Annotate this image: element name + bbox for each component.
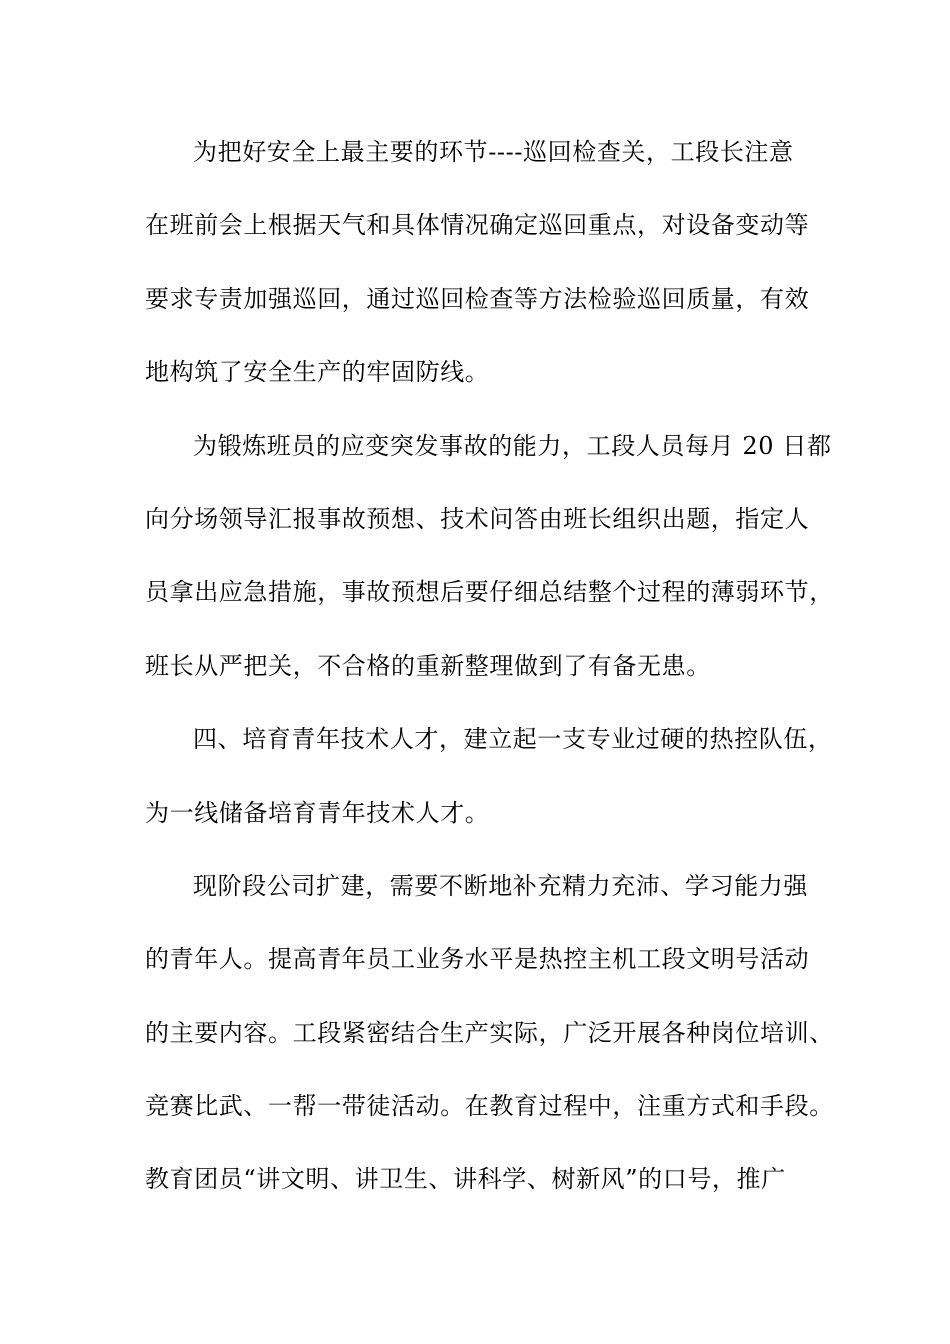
paragraph-line: 为把好安全上最主要的环节----巡回检查关，工段长注意	[193, 138, 794, 166]
paragraph-4	[145, 860, 845, 1227]
paragraph-line: 教育团员“讲文明、讲卫生、讲科学、树新风”的口号，推广	[145, 1165, 786, 1194]
paragraph-1	[145, 126, 845, 420]
paragraph-line: 向分场领导汇报事故预想、技术问答由班长组织出题，指定人	[145, 504, 810, 533]
section-heading-line: 四、培育青年技术人才，建立起一支专业过硬的热控队伍，	[193, 725, 833, 754]
paragraph-line: 班长从严把关，不合格的重新整理做到了有备无患。	[145, 651, 711, 680]
document-body	[145, 126, 845, 1227]
paragraph-line: 员拿出应急措施，事故预想后要仔细总结整个过程的薄弱环节，	[145, 578, 834, 607]
paragraph-line: 地构筑了安全生产的牢固防线。	[145, 358, 490, 387]
paragraph-line: 竞赛比武、一帮一带徒活动。在教育过程中，注重方式和手段。	[145, 1092, 834, 1121]
paragraph-line: 要求专责加强巡回，通过巡回检查等方法检验巡回质量，有效	[145, 284, 810, 313]
paragraph-line: 的主要内容。工段紧密结合生产实际，广泛开展各种岗位培训、	[145, 1018, 834, 1047]
paragraph-2	[145, 420, 845, 714]
section-heading-line: 为一线储备培育青年技术人才。	[145, 798, 490, 827]
paragraph-line: 在班前会上根据天气和具体情况确定巡回重点，对设备变动等	[145, 211, 810, 240]
paragraph-line: 现阶段公司扩建，需要不断地补充精力充沛、学习能力强	[193, 871, 808, 900]
paragraph-line: 的青年人。提高青年员工业务水平是热控主机工段文明号活动	[145, 945, 810, 974]
paragraph-line: 为锻炼班员的应变突发事故的能力，工段人员每月 20 日都	[193, 431, 832, 460]
paragraph-3	[145, 713, 845, 860]
